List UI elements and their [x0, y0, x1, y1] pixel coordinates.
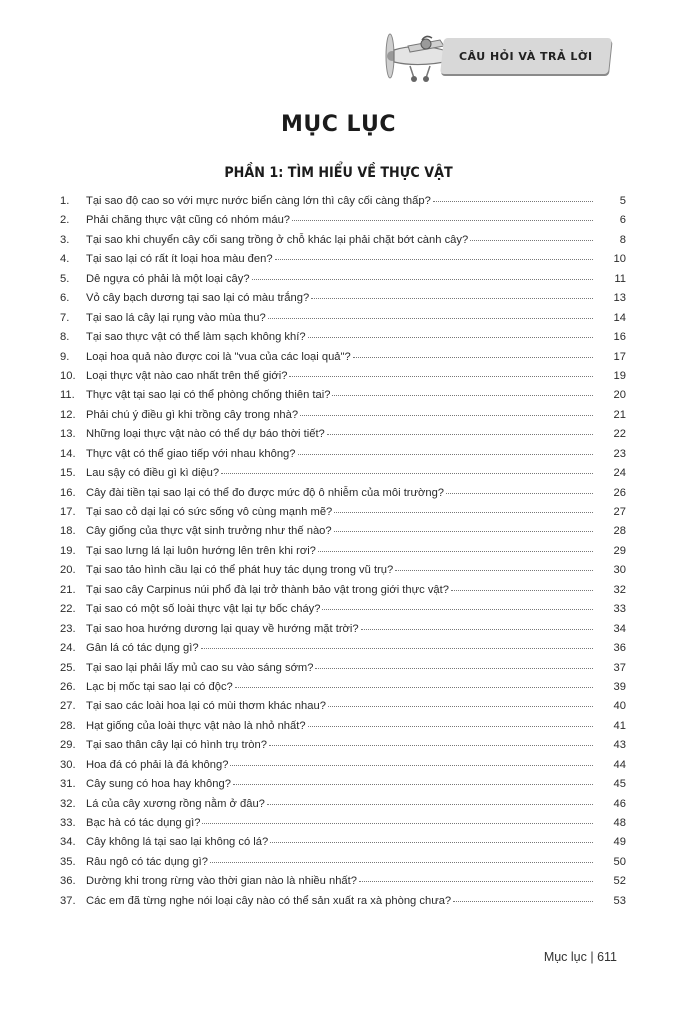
toc-entry[interactable] [60, 756, 626, 775]
toc-entry[interactable] [60, 678, 626, 697]
toc-entry-page: 22 [613, 428, 626, 441]
toc-entry-number: 11. [60, 389, 75, 402]
toc-entry[interactable] [60, 192, 626, 211]
section-title: PHẦN 1: TÌM HIỂU VỀ THỰC VẬT [224, 165, 453, 181]
toc-entry-title: Tại sao lại phải lấy mủ cao su vào sáng sớm? [86, 661, 314, 674]
toc-entry-page: 49 [613, 836, 626, 849]
page-title: MỤC LỤC [280, 112, 397, 137]
toc-entry-title: Tại sao có một số loài thực vật lại tự bốc cháy? [86, 603, 321, 616]
toc-entry-number: 34. [60, 836, 76, 849]
toc-entry-page: 6 [619, 214, 626, 227]
toc-entry-number: 16. [60, 486, 76, 499]
toc-entry-title: Dê ngựa có phải là một loại cây? [86, 272, 250, 285]
toc-entry-title: Những loại thực vật nào có thể dự báo thời tiết? [86, 428, 325, 441]
toc-entry-title: Phải chú ý điều gì khi trồng cây trong nhà? [86, 408, 299, 421]
toc-entry-page: 53 [613, 894, 626, 907]
toc-entry-number: 8. [60, 331, 70, 344]
toc-dot-leader [359, 873, 593, 882]
toc-dot-leader [318, 543, 593, 552]
toc-entry-number: 23. [60, 622, 76, 635]
toc-entry-page: 14 [613, 311, 626, 324]
toc-entry[interactable] [60, 853, 626, 872]
toc-entry-page: 34 [613, 622, 626, 635]
toc-entry[interactable] [60, 328, 626, 347]
toc-dot-leader [202, 815, 593, 824]
toc-entry-page: 32 [613, 583, 626, 596]
toc-entry[interactable] [60, 386, 626, 405]
toc-entry-number: 29. [60, 739, 76, 752]
toc-entry-number: 21. [60, 583, 76, 596]
toc-dot-leader [361, 621, 593, 630]
toc-entry-page: 36 [613, 642, 626, 655]
toc-dot-leader [252, 271, 593, 280]
toc-entry[interactable] [60, 697, 626, 716]
toc-dot-leader [332, 387, 593, 396]
toc-dot-leader [298, 446, 594, 455]
toc-entry[interactable] [60, 542, 626, 561]
toc-dot-leader [308, 329, 593, 338]
toc-entry-page: 26 [613, 486, 626, 499]
toc-dot-leader [353, 349, 593, 358]
toc-entry[interactable] [60, 736, 626, 755]
toc-entry[interactable] [60, 639, 626, 658]
toc-entry-page: 17 [613, 350, 626, 363]
toc-entry-page: 33 [613, 603, 626, 616]
toc-entry-page: 52 [613, 875, 626, 888]
toc-entry[interactable] [60, 348, 626, 367]
toc-entry-title: Lá của cây xương rồng nằm ở đâu? [86, 797, 265, 810]
toc-dot-leader [289, 368, 593, 377]
toc-entry-number: 15. [60, 467, 76, 480]
toc-entry[interactable] [60, 425, 626, 444]
toc-entry-title: Cây không lá tại sao lại không có lá? [86, 836, 269, 849]
toc-dot-leader [235, 679, 593, 688]
toc-entry-page: 37 [613, 661, 626, 674]
toc-dot-leader [275, 251, 593, 260]
toc-entry-number: 9. [60, 350, 70, 363]
toc-entry-title: Lau sậy có điều gì kì diệu? [86, 467, 220, 480]
toc-dot-leader [334, 504, 593, 513]
toc-entry-title: Lạc bị mốc tại sao lại có độc? [86, 680, 233, 693]
toc-entry-number: 5. [60, 272, 70, 285]
toc-entry-number: 32. [60, 797, 76, 810]
header-emblem [380, 26, 620, 86]
toc-dot-leader [300, 407, 593, 416]
toc-entry[interactable] [60, 659, 626, 678]
toc-entry[interactable] [60, 717, 626, 736]
toc-entry-page: 43 [613, 739, 626, 752]
toc-dot-leader [270, 834, 593, 843]
toc-entry-page: 44 [613, 758, 626, 771]
toc-entry-title: Bạc hà có tác dụng gì? [86, 817, 201, 829]
toc-dot-leader [395, 562, 593, 571]
toc-entry[interactable] [60, 484, 626, 503]
toc-entry-page: 10 [613, 253, 626, 266]
toc-entry-page: 46 [613, 797, 626, 810]
toc-dot-leader [268, 310, 593, 319]
toc-entry-number: 18. [60, 525, 76, 538]
toc-entry-title: Gân lá có tác dụng gì? [86, 642, 199, 655]
toc-entry-number: 3. [60, 233, 70, 246]
toc-entry-page: 40 [613, 700, 626, 713]
toc-entry[interactable] [60, 211, 626, 230]
toc-entry-title: Loại thực vật nào cao nhất trên thế giới? [86, 369, 288, 382]
toc-entry-number: 12. [60, 408, 76, 421]
toc-entry-page: 13 [613, 292, 626, 305]
toc-entry-title: Tại sao cây Carpinus núi phổ đà lại trở thành bảo vật trong giới thực vật? [86, 583, 449, 596]
toc-entry-page: 8 [619, 233, 626, 246]
toc-entry[interactable] [60, 503, 626, 522]
toc-entry-number: 24. [60, 642, 76, 655]
toc-dot-leader [453, 893, 593, 902]
toc-entry-title: Tại sao độ cao so với mực nước biển càng lớn thì cây cối càng thấp? [86, 195, 431, 207]
toc-entry-number: 2. [60, 214, 70, 227]
toc-entry-title: Hoa đá có phải là đá không? [86, 758, 229, 771]
toc-dot-leader [308, 718, 593, 727]
toc-dot-leader [470, 232, 593, 241]
toc-dot-leader [433, 193, 593, 202]
toc-entry-number: 22. [60, 603, 76, 616]
toc-entry-title: Tại sao cỏ dại lại có sức sống vô cùng mạnh mẽ? [86, 506, 333, 518]
toc-entry[interactable] [60, 250, 626, 269]
page-footer: Mục lục | 611 [543, 950, 617, 964]
toc-entry-number: 10. [60, 369, 76, 382]
toc-entry-page: 50 [613, 855, 626, 868]
toc-entry-title: Thực vật tại sao lại có thể phòng chống thiên tai? [86, 389, 331, 402]
toc-entry-number: 25. [60, 661, 76, 674]
banner-text: CÂU HỎI VÀ TRẢ LỜI [459, 49, 593, 63]
toc-entry-title: Tại sao hoa hướng dương lại quay về hướng mặt trời? [86, 622, 359, 635]
toc-entry-number: 13. [60, 428, 76, 441]
toc-entry-title: Tại sao khi chuyển cây cối sang trồng ở chỗ khác lại phải chặt bớt cành cây? [86, 233, 469, 246]
toc-entry-number: 31. [60, 778, 76, 791]
toc-entry-title: Hạt giống của loài thực vật nào là nhỏ nhất? [86, 719, 306, 732]
toc-entry[interactable] [60, 795, 626, 814]
toc-dot-leader [210, 854, 593, 863]
toc-entry[interactable] [60, 581, 626, 600]
toc-entry-page: 16 [613, 331, 626, 344]
toc-entry[interactable] [60, 406, 626, 425]
toc-entry[interactable] [60, 289, 626, 308]
toc-entry-title: Cây sung có hoa hay không? [86, 778, 231, 791]
toc-dot-leader [201, 640, 593, 649]
toc-entry-page: 23 [613, 447, 626, 460]
toc-entry-title: Cây đài tiền tại sao lại có thể đo được mức độ ô nhiễm của môi trường? [86, 486, 445, 499]
toc-entry-page: 45 [613, 778, 626, 791]
toc-entry-title: Tại sao lại có rất ít loại hoa màu đen? [86, 253, 273, 266]
toc-entry[interactable] [60, 231, 626, 250]
toc-entry-page: 21 [613, 408, 626, 421]
toc-dot-leader [233, 776, 593, 785]
toc-entry[interactable] [60, 833, 626, 852]
toc-entry-number: 17. [60, 506, 76, 518]
toc-entry-page: 27 [613, 506, 626, 518]
toc-entry-page: 20 [613, 389, 626, 402]
toc-dot-leader [334, 523, 593, 532]
toc-entry[interactable] [60, 367, 626, 386]
toc-entry-page: 30 [613, 564, 626, 577]
toc-dot-leader [328, 698, 593, 707]
toc-entry-title: Tại sao tảo hình cầu lại có thể phát huy tác dụng trong vũ trụ? [86, 564, 394, 577]
toc-entry[interactable] [60, 270, 626, 289]
toc-entry[interactable] [60, 892, 626, 911]
toc-dot-leader [230, 757, 593, 766]
toc-entry-page: 11 [614, 272, 626, 285]
toc-dot-leader [327, 426, 593, 435]
toc-dot-leader [269, 737, 593, 746]
toc-entry-number: 27. [60, 700, 76, 713]
toc-entry-title: Tại sao lá cây lại rụng vào mùa thu? [86, 311, 266, 324]
toc-entry-title: Dường khi trong rừng vào thời gian nào là nhiều nhất? [86, 875, 357, 888]
toc-entry-title: Tại sao các loài hoa lại có mùi thơm khác nhau? [86, 700, 326, 713]
toc-entry[interactable] [60, 309, 626, 328]
toc-entry-title: Phải chăng thực vật cũng có nhóm máu? [86, 214, 291, 227]
toc-dot-leader [267, 796, 593, 805]
toc-entry[interactable] [60, 464, 626, 483]
toc-entry[interactable] [60, 561, 626, 580]
toc-entry-number: 33. [60, 817, 76, 829]
toc-entry-page: 29 [613, 544, 626, 557]
toc-entry[interactable] [60, 775, 626, 794]
toc-entry[interactable] [60, 814, 626, 833]
header-banner [440, 38, 612, 74]
toc-entry-number: 37. [60, 894, 76, 907]
toc-entry-title: Loại hoa quả nào được coi là "vua của các loại quả"? [86, 350, 351, 363]
toc-entry-title: Cây giống của thực vật sinh trưởng như thế nào? [86, 525, 332, 538]
toc-dot-leader [311, 290, 593, 299]
toc-entry-page: 28 [613, 525, 626, 538]
toc-entry-page: 39 [613, 680, 626, 693]
toc-entry-number: 1. [60, 195, 70, 207]
toc-entry-page: 5 [619, 195, 626, 207]
toc-entry-number: 4. [60, 253, 70, 266]
toc-entry-number: 7. [60, 311, 70, 324]
toc-entry[interactable] [60, 600, 626, 619]
toc-entry-title: Thực vật có thể giao tiếp với nhau không? [86, 447, 296, 460]
toc-entry-page: 41 [613, 719, 626, 732]
toc-entry-page: 19 [613, 369, 626, 382]
toc-dot-leader [292, 212, 593, 221]
table-of-contents [60, 192, 626, 911]
toc-entry[interactable] [60, 620, 626, 639]
toc-dot-leader [446, 485, 593, 494]
toc-entry-title: Tại sao thân cây lại có hình trụ tròn? [86, 739, 267, 752]
toc-entry-title: Vỏ cây bạch dương tại sao lại có màu trắng? [86, 292, 310, 305]
toc-entry-number: 28. [60, 719, 76, 732]
toc-dot-leader [451, 582, 593, 591]
toc-entry-page: 48 [613, 817, 626, 829]
toc-entry-title: Tại sao thực vật có thể làm sạch không khí? [86, 331, 306, 344]
toc-entry[interactable] [60, 445, 626, 464]
toc-dot-leader [322, 601, 593, 610]
toc-entry-title: Râu ngô có tác dụng gì? [86, 855, 208, 868]
toc-entry-number: 36. [60, 875, 76, 888]
toc-entry[interactable] [60, 872, 626, 891]
toc-entry-number: 6. [60, 292, 70, 305]
toc-entry-page: 24 [613, 467, 626, 480]
toc-dot-leader [315, 660, 593, 669]
toc-entry-number: 14. [60, 447, 76, 460]
toc-entry[interactable] [60, 522, 626, 541]
toc-entry-number: 35. [60, 855, 76, 868]
toc-entry-title: Các em đã từng nghe nói loại cây nào có thể sản xuất ra xà phòng chưa? [86, 894, 452, 907]
toc-entry-number: 26. [60, 680, 76, 693]
toc-entry-title: Tại sao lưng lá lại luôn hướng lên trên khi rơi? [86, 544, 316, 557]
toc-entry-number: 20. [60, 564, 76, 577]
toc-entry-number: 19. [60, 544, 76, 557]
toc-entry-number: 30. [60, 758, 76, 771]
toc-dot-leader [221, 465, 593, 474]
